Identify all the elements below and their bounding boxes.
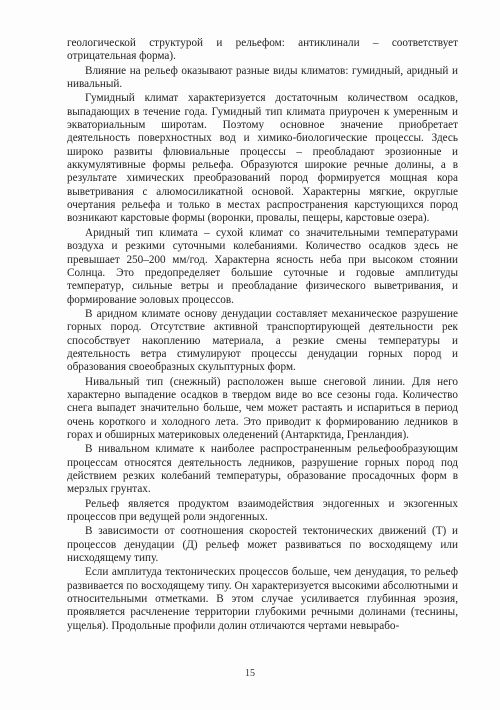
paragraph: В аридном климате основу денудации составляет механическое разрушение горных пород. Отсутствие активной транспортирующей деятельности рек способствует накоплению материала, а резкие смены температуры и деятельность ветра стимулируют процессы денудации горных пород и образования своеобразных скульптурных форм. — [67, 307, 458, 374]
paragraph: Гумидный климат характеризуется достаточным количеством осадков, выпадающих в течение года. Гумидный тип климата приурочен к умеренным и экваториальным широтам. Поэтому основное значение приобретает деятельность поверхностных вод и химико-биологические процессы. Здесь широко развиты флювиальные процессы – преобладают эрозионные и аккумулятивные формы рельефа. Образуются широкие речные долины, а в результате химических преобразований пород формируется мощная кора выветривания с алюмосиликатной основой. Характерны мягкие, округлые очертания рельефа и только в местах распространения карстующихся пород возникают карстовые формы (воронки, провалы, пещеры, карстовые озера). — [67, 92, 458, 225]
paragraph: Влияние на рельеф оказывают разные виды климатов: гумидный, аридный и нивальный. — [67, 64, 458, 91]
paragraph: Аридный тип климата – сухой климат со значительными температурами воздуха и резкими суточными колебаниями. Количество осадков здесь не превышает 250–200 мм/год. Характерна ясность неба при высоком стоянии Солнца. Это предопределяет большие суточные и годовые амплитуды температур, сильные ветры и преобладание физического выветривания, и формирование эоловых процессов. — [67, 226, 458, 306]
paragraph: В зависимости от соотношения скоростей тектонических движений (Т) и процессов денудации (Д) рельеф может развиваться по восходящему или нисходящему типу. — [67, 525, 458, 565]
paragraph: Нивальный тип (снежный) расположен выше снеговой линии. Для него характерно выпадение осадков в твердом виде во все сезоны года. Количество снега выпадет значительно больше, чем может растаять и испариться в период очень короткого и холодного лета. Это приводит к формированию ледников в горах и обширных материковых оледенений (Антарктида, Гренландия). — [67, 375, 458, 441]
body-text — [67, 37, 458, 634]
paragraph: Рельеф является продуктом взаимодействия эндогенных и экзогенных процессов при ведущей роли эндогенных. — [67, 497, 458, 524]
paragraph: Если амплитуда тектонических процессов больше, чем денудация, то рельеф развивается по восходящему типу. Он характеризуется высокими абсолютными и относительными отметками. В этом случае усиливается глубинная эрозия, проявляется расчленение территории глубокими речными долинами (теснины, ущелья). Продольные профили долин отличаются чертами невырабо- — [67, 566, 458, 632]
paragraph: В нивальном климате к наиболее распространенным рельефообразующим процессам относятся деятельность ледников, разрушение горных пород под действием резких колебаний температуры, образование просадочных форм в мерзлых грунтах. — [67, 443, 458, 496]
page-number: 15 — [245, 668, 255, 679]
paragraph: геологической структурой и рельефом: антиклинали – соответствует отрицательная форма). — [67, 37, 458, 63]
